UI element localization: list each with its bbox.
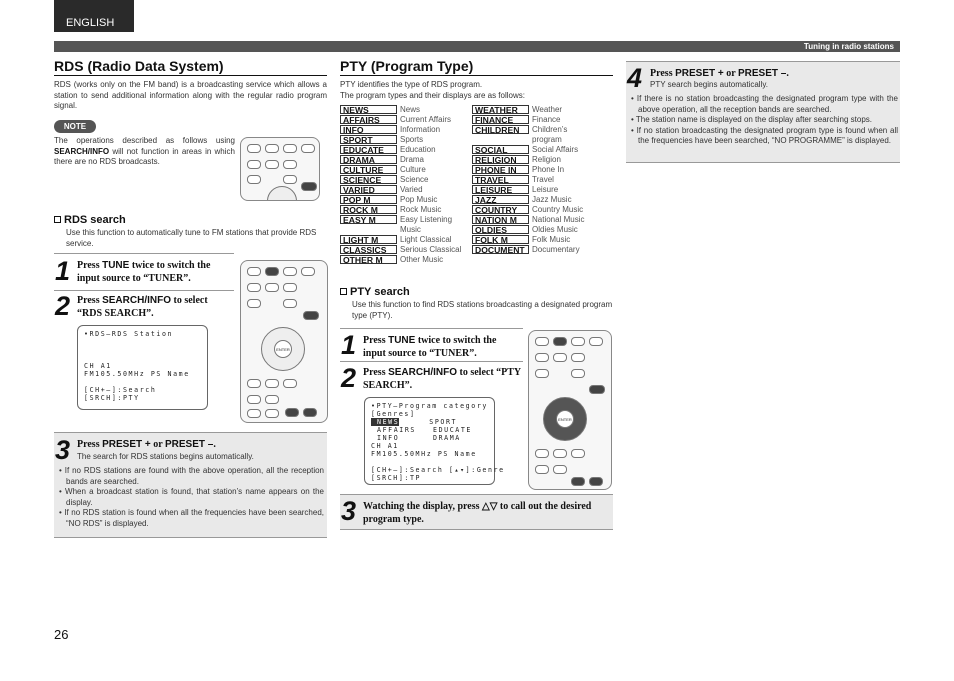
note-bullet: • If no RDS station is found when all the frequencies have been searched, “NO RDS” is displayed. xyxy=(59,508,324,528)
pty-type-row xyxy=(472,105,612,115)
rds-intro: RDS (works only on the FM band) is a broadcasting service which allows a station to send additional information along with the regular radio program signal. xyxy=(54,80,327,111)
pty-label: Light Classical xyxy=(400,235,452,244)
lcd-genre-item: INFO xyxy=(377,434,400,442)
pty-label: Country Music xyxy=(532,205,584,214)
search-info-key: SEARCH/INFO xyxy=(102,295,171,306)
pty-label: National Music xyxy=(532,215,585,224)
note-bullet: • If no station broadcasting the designated program type is found when all the frequencies have been searched, “NO PROGRAMME” is displayed. xyxy=(631,125,898,146)
pty-display-line xyxy=(371,418,488,426)
pty-label: Drama xyxy=(400,155,425,164)
pty-type-row xyxy=(472,235,612,245)
pty-type-row xyxy=(472,205,612,215)
rds-display-line xyxy=(84,338,201,346)
language-tab: ENGLISH xyxy=(54,0,134,32)
pty-table-right xyxy=(472,105,612,255)
pty-display-line: FM105.50MHz PS Name xyxy=(371,450,477,458)
pty-table-left xyxy=(340,105,472,265)
pty-code: FOLK M xyxy=(472,235,529,244)
pty-type-row xyxy=(340,105,472,115)
pty-code: FINANCE xyxy=(472,115,529,124)
pty-label: Current Affairs xyxy=(400,115,451,124)
remote-illustration-note xyxy=(240,137,320,201)
pty-display-line: CH A1 xyxy=(371,442,399,450)
preset-minus-key: PRESET – xyxy=(738,68,787,79)
rds-step-3-sub: The search for RDS stations begins automatically. xyxy=(77,452,254,461)
pty-label: Science xyxy=(400,175,429,184)
pty-label: Folk Music xyxy=(532,235,571,244)
note-text: The operations described as follows using SEARCH/INFO will not function in areas in which there are no RDS broadcasts. xyxy=(54,136,235,167)
rds-display-line: CH A1 xyxy=(84,362,112,370)
pty-label: Easy Listening Music xyxy=(400,215,453,234)
pty-step-4: 4 Press PRESET + or PRESET –. PTY search begins automatically. • If there is no station broadcasting the designated program type with the above operation, all the reception bands are searched. • The station name is displayed on the display after searching stops. • If no station broadcasting the designated program type is found when all the frequencies have been searched, “NO PROGRAMME” is displayed. xyxy=(626,61,900,163)
pty-type-row xyxy=(340,215,472,235)
pty-type-row xyxy=(472,115,612,125)
pty-type-row xyxy=(340,255,472,265)
lcd-genre-item: AFFAIRS xyxy=(377,426,416,434)
rds-step-2: 2 Press SEARCH/INFO to select “RDS SEARCH”. xyxy=(55,291,208,321)
pty-display-line: •PTY–Program category xyxy=(371,402,488,410)
pty-code: OTHER M xyxy=(340,255,397,264)
pty-label: Finance xyxy=(532,115,561,124)
note-bullet: • If there is no station broadcasting the designated program type with the above operation, all the reception bands are searched. xyxy=(631,94,898,114)
pty-label: Leisure xyxy=(532,185,559,194)
note-badge: NOTE xyxy=(54,120,96,133)
pty-type-row xyxy=(340,175,472,185)
page-number: 26 xyxy=(54,627,69,642)
pty-code: VARIED xyxy=(340,185,397,194)
pty-code: DOCUMENT xyxy=(472,245,529,254)
pty-label: Education xyxy=(400,145,436,154)
pty-code: CLASSICS xyxy=(340,245,397,254)
pty-type-row xyxy=(472,185,612,195)
pty-code: PHONE IN xyxy=(472,165,529,174)
pty-display-panel xyxy=(364,397,505,485)
pty-code: SPORT xyxy=(340,135,397,144)
rds-display-line xyxy=(84,346,201,354)
pty-type-row xyxy=(472,225,612,235)
section-title-bar: Tuning in radio stations xyxy=(54,41,900,52)
pty-type-row xyxy=(340,195,472,205)
remote-illustration-rds: ENTER xyxy=(240,260,328,423)
step-4-notes-list xyxy=(630,94,898,147)
pty-heading: PTY (Program Type) xyxy=(340,58,613,76)
pty-code: COUNTRY xyxy=(472,205,529,214)
pty-code: OLDIES xyxy=(472,225,529,234)
pty-intro: PTY identifies the type of RDS program. The program types and their displays are as follows: xyxy=(340,80,525,100)
pty-label: Rock Music xyxy=(400,205,442,214)
pty-type-row xyxy=(340,155,472,165)
pty-type-row xyxy=(340,125,472,135)
rds-search-desc: Use this function to automatically tune to FM stations that provide RDS service. xyxy=(66,228,317,248)
rds-display-line: [CH+–]:Search xyxy=(84,386,157,394)
pty-type-row xyxy=(340,235,472,245)
pty-type-row xyxy=(472,125,612,145)
pty-code: CULTURE xyxy=(340,165,397,174)
pty-code: TRAVEL xyxy=(472,175,529,184)
pty-search-desc: Use this function to find RDS stations broadcasting a designated program type (PTY). xyxy=(352,300,613,320)
pty-code: JAZZ xyxy=(472,195,529,204)
pty-type-row xyxy=(340,115,472,125)
pty-code: LEISURE xyxy=(472,185,529,194)
pty-type-row xyxy=(340,145,472,155)
tune-key: TUNE xyxy=(388,335,416,346)
pty-type-row xyxy=(472,195,612,205)
pty-type-row xyxy=(472,245,612,255)
note-key: SEARCH/INFO xyxy=(54,146,110,156)
pty-code: SCIENCE xyxy=(340,175,397,184)
remote-illustration-pty: ENTER xyxy=(528,330,612,490)
pty-code: INFO xyxy=(340,125,397,134)
pty-code: LIGHT M xyxy=(340,235,397,244)
pty-label: Sports xyxy=(400,135,424,144)
preset-minus-key: PRESET – xyxy=(165,439,214,450)
tune-key: TUNE xyxy=(102,260,130,271)
pty-code: DRAMA xyxy=(340,155,397,164)
step-4-sub: PTY search begins automatically. xyxy=(650,80,768,89)
pty-code: POP M xyxy=(340,195,397,204)
lcd-genre-item: EDUCATE xyxy=(433,426,472,434)
rds-display-line: •RDS–RDS Station xyxy=(84,330,174,338)
rds-display-panel xyxy=(77,325,208,410)
pty-label: Culture xyxy=(400,165,426,174)
search-info-key: SEARCH/INFO xyxy=(388,367,457,378)
pty-code: WEATHER xyxy=(472,105,529,114)
pty-code: CHILDREN xyxy=(472,125,529,134)
pty-label: Jazz Music xyxy=(532,195,572,204)
pty-label: Social Affairs xyxy=(532,145,579,154)
pty-label: Varied xyxy=(400,185,423,194)
rds-display-line: [SRCH]:PTY xyxy=(84,394,140,402)
pty-label: Weather xyxy=(532,105,563,114)
pty-display-line xyxy=(371,458,488,466)
pty-type-row xyxy=(472,165,612,175)
pty-label: Phone In xyxy=(532,165,565,174)
pty-type-row xyxy=(472,155,612,165)
pty-label: Children’s program xyxy=(532,125,568,144)
pty-label: Travel xyxy=(532,175,554,184)
lcd-genre-item: SPORT xyxy=(429,418,458,426)
pty-type-row xyxy=(340,245,472,255)
rds-search-heading: RDS search xyxy=(54,214,126,226)
pty-label: Pop Music xyxy=(400,195,438,204)
pty-display-line xyxy=(371,434,488,442)
pty-step-3: 3 Watching the display, press △▽ to call out the desired program type. xyxy=(340,494,613,530)
rds-display-line: FM105.50MHz PS Name xyxy=(84,370,190,378)
preset-plus-key: PRESET + xyxy=(675,68,724,79)
note-bullet: • The station name is displayed on the display after searching stops. xyxy=(631,115,873,125)
pty-label: Religion xyxy=(532,155,561,164)
pty-step-2: 2 Press SEARCH/INFO to select “PTY SEARCH”. xyxy=(341,363,521,393)
pty-code: AFFAIRS xyxy=(340,115,397,124)
pty-code: RELIGION xyxy=(472,155,529,164)
pty-label: Information xyxy=(400,125,441,134)
pty-display-line: [CH+–]:Search [▴▾]:Genre xyxy=(371,466,505,474)
pty-type-row xyxy=(340,165,472,175)
pty-label: News xyxy=(400,105,421,114)
preset-plus-key: PRESET + xyxy=(102,439,151,450)
pty-label: Documentary xyxy=(532,245,580,254)
pty-code: SOCIAL xyxy=(472,145,529,154)
pty-type-row xyxy=(340,205,472,215)
rds-step-3: 3 Press PRESET + or PRESET –. The search for RDS stations begins automatically. • If no RDS stations are found with the above operation, all the reception bands are searched. • When a broadcast station is found, that station’s name appears on the display. • If no RDS station is found when all the frequencies have been searched, “NO RDS” is displayed. xyxy=(54,432,327,538)
pty-code: EASY M xyxy=(340,215,397,224)
lcd-genre-item: NEWS xyxy=(371,418,399,426)
pty-label: Oldies Music xyxy=(532,225,578,234)
pty-type-row xyxy=(472,215,612,225)
pty-display-line xyxy=(371,426,488,434)
pty-type-row xyxy=(472,145,612,155)
rds-step-1: 1 Press TUNE twice to switch the input source to “TUNER”. xyxy=(54,253,234,291)
pty-code: NEWS xyxy=(340,105,397,114)
pty-code: NATION M xyxy=(472,215,529,224)
pty-step-1: 1 Press TUNE twice to switch the input source to “TUNER”. xyxy=(340,328,523,362)
pty-code: EDUCATE xyxy=(340,145,397,154)
rds-heading: RDS (Radio Data System) xyxy=(54,58,327,76)
note-bullet: • If no RDS stations are found with the above operation, all the reception bands are searched. xyxy=(59,466,324,486)
rds-display-line xyxy=(84,378,201,386)
note-bullet: • When a broadcast station is found, that station’s name appears on the display. xyxy=(59,487,324,507)
rds-display-line xyxy=(84,354,201,362)
pty-type-row xyxy=(340,185,472,195)
pty-label: Other Music xyxy=(400,255,444,264)
lcd-genre-item: DRAMA xyxy=(433,434,461,442)
pty-label: Serious Classical xyxy=(400,245,462,254)
pty-code: ROCK M xyxy=(340,205,397,214)
pty-type-row xyxy=(340,135,472,145)
pty-display-line: [SRCH]:TP xyxy=(371,474,422,482)
rds-notes-list xyxy=(58,466,324,530)
pty-type-row xyxy=(472,175,612,185)
pty-search-heading: PTY search xyxy=(340,286,410,298)
pty-display-line: [Genres] xyxy=(371,410,416,418)
